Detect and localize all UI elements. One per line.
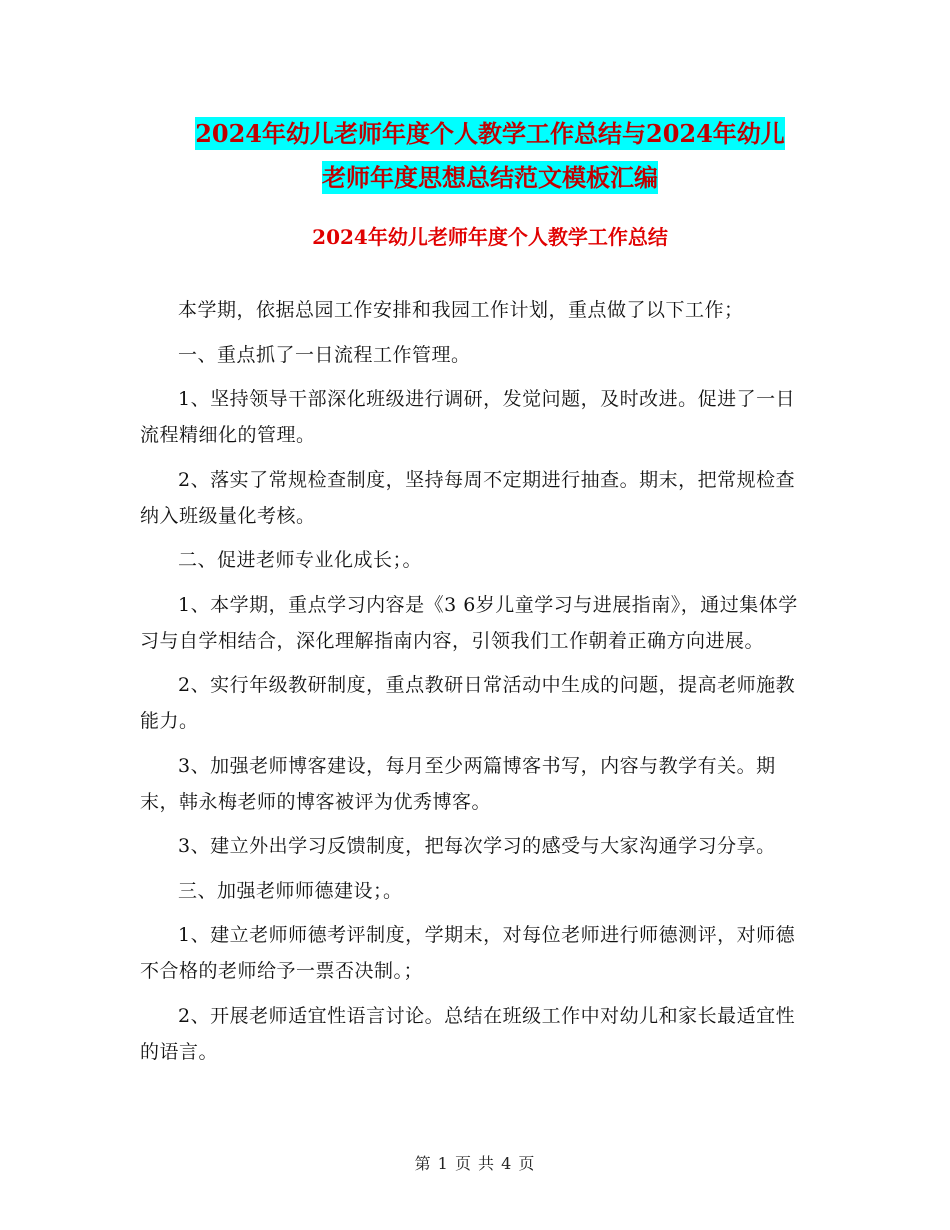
paragraph: 2、落实了常规检查制度，坚持每周不定期进行抽查。期末，把常规检查纳入班级量化考核。 — [140, 468, 796, 527]
paragraph: 一、重点抓了一日流程工作管理。 — [178, 343, 471, 366]
document-title-line-1: 2024年幼儿老师年度个人教学工作总结与2024年幼儿 — [195, 119, 785, 148]
paragraph: 3、加强老师博客建设，每月至少两篇博客书写，内容与教学有关。期末，韩永梅老师的博客被评为优秀博客。 — [140, 754, 776, 813]
page-footer: 第 1 页 共 4 页 — [414, 1154, 536, 1173]
document-title — [140, 112, 840, 200]
paragraph: 2、开展老师适宜性语言讨论。总结在班级工作中对幼儿和家长最适宜性的语言。 — [140, 1004, 796, 1063]
paragraph: 3、建立外出学习反馈制度，把每次学习的感受与大家沟通学习分享。 — [178, 835, 776, 857]
paragraph: 二、促进老师专业化成长；。 — [178, 549, 423, 571]
document-title-line-2: 老师年度思想总结范文模板汇编 — [322, 163, 658, 192]
paragraph: 三、加强老师师德建设；。 — [178, 879, 403, 902]
paragraph: 2、实行年级教研制度，重点教研日常活动中生成的问题，提高老师施教能力。 — [140, 674, 796, 732]
paragraph: 本学期，依据总园工作安排和我园工作计划，重点做了以下工作； — [178, 299, 744, 321]
document-body — [140, 292, 812, 1078]
paragraph: 1、建立老师师德考评制度，学期末，对每位老师进行师德测评，对师德不合格的老师给予一票否决制。； — [140, 924, 796, 982]
section-title: 2024年幼儿老师年度个人教学工作总结 — [312, 225, 668, 249]
paragraph: 1、坚持领导干部深化班级进行调研，发觉问题，及时改进。促进了一日流程精细化的管理。 — [140, 388, 796, 446]
paragraph: 1、本学期，重点学习内容是《3 6岁儿童学习与进展指南》，通过集体学习与自学相结合，深化理解指南内容，引领我们工作朝着正确方向进展。 — [140, 593, 798, 652]
